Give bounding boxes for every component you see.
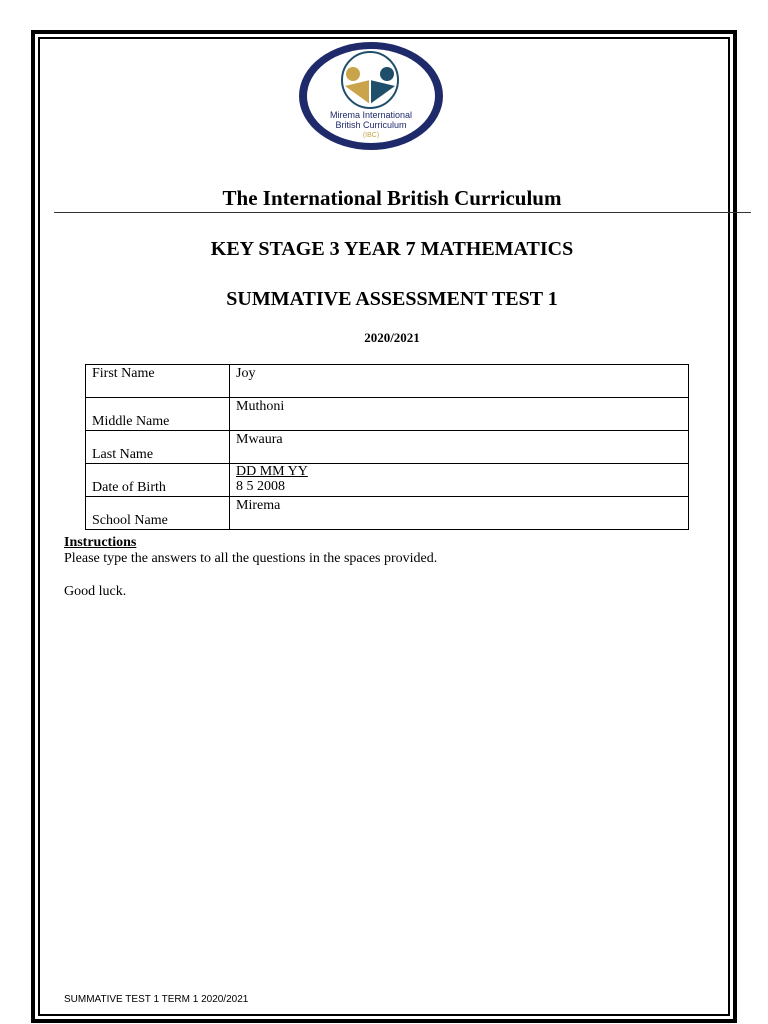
dob-cell [230, 464, 689, 497]
academic-year: 2020/2021 [364, 330, 420, 345]
subject-title: KEY STAGE 3 YEAR 7 MATHEMATICS [210, 238, 574, 260]
page-footer: SUMMATIVE TEST 1 TERM 1 2020/2021 [64, 994, 249, 1005]
good-luck-text: Good luck. [64, 584, 127, 599]
table-row [86, 497, 689, 530]
logo-line-2: British Curriculum [335, 120, 407, 130]
school-logo [297, 40, 445, 152]
dob-format: DD MM YY [236, 464, 308, 479]
first-name-value: Joy [230, 365, 689, 398]
table-row [86, 365, 689, 398]
logo-line-1: Mirema International [329, 110, 413, 120]
student-info-table [85, 364, 689, 530]
instructions-text: Please type the answers to all the questions in the spaces provided. [64, 551, 438, 566]
last-name-label: Last Name [86, 431, 230, 464]
test-title: SUMMATIVE ASSESSMENT TEST 1 [226, 288, 558, 310]
school-title: The International British Curriculum [222, 186, 562, 210]
school-name-value: Mirema [230, 497, 689, 530]
title-divider [54, 212, 751, 213]
middle-name-label: Middle Name [86, 398, 230, 431]
instructions-heading: Instructions [64, 535, 137, 550]
dob-value: 8 5 2008 [236, 479, 285, 494]
table-row [86, 398, 689, 431]
table-row [86, 431, 689, 464]
first-name-label: First Name [86, 365, 230, 398]
middle-name-value: Muthoni [230, 398, 689, 431]
last-name-value: Mwaura [230, 431, 689, 464]
logo-line-3: (IBC) [362, 132, 380, 139]
school-name-label: School Name [86, 497, 230, 530]
table-row [86, 464, 689, 497]
dob-label: Date of Birth [86, 464, 230, 497]
